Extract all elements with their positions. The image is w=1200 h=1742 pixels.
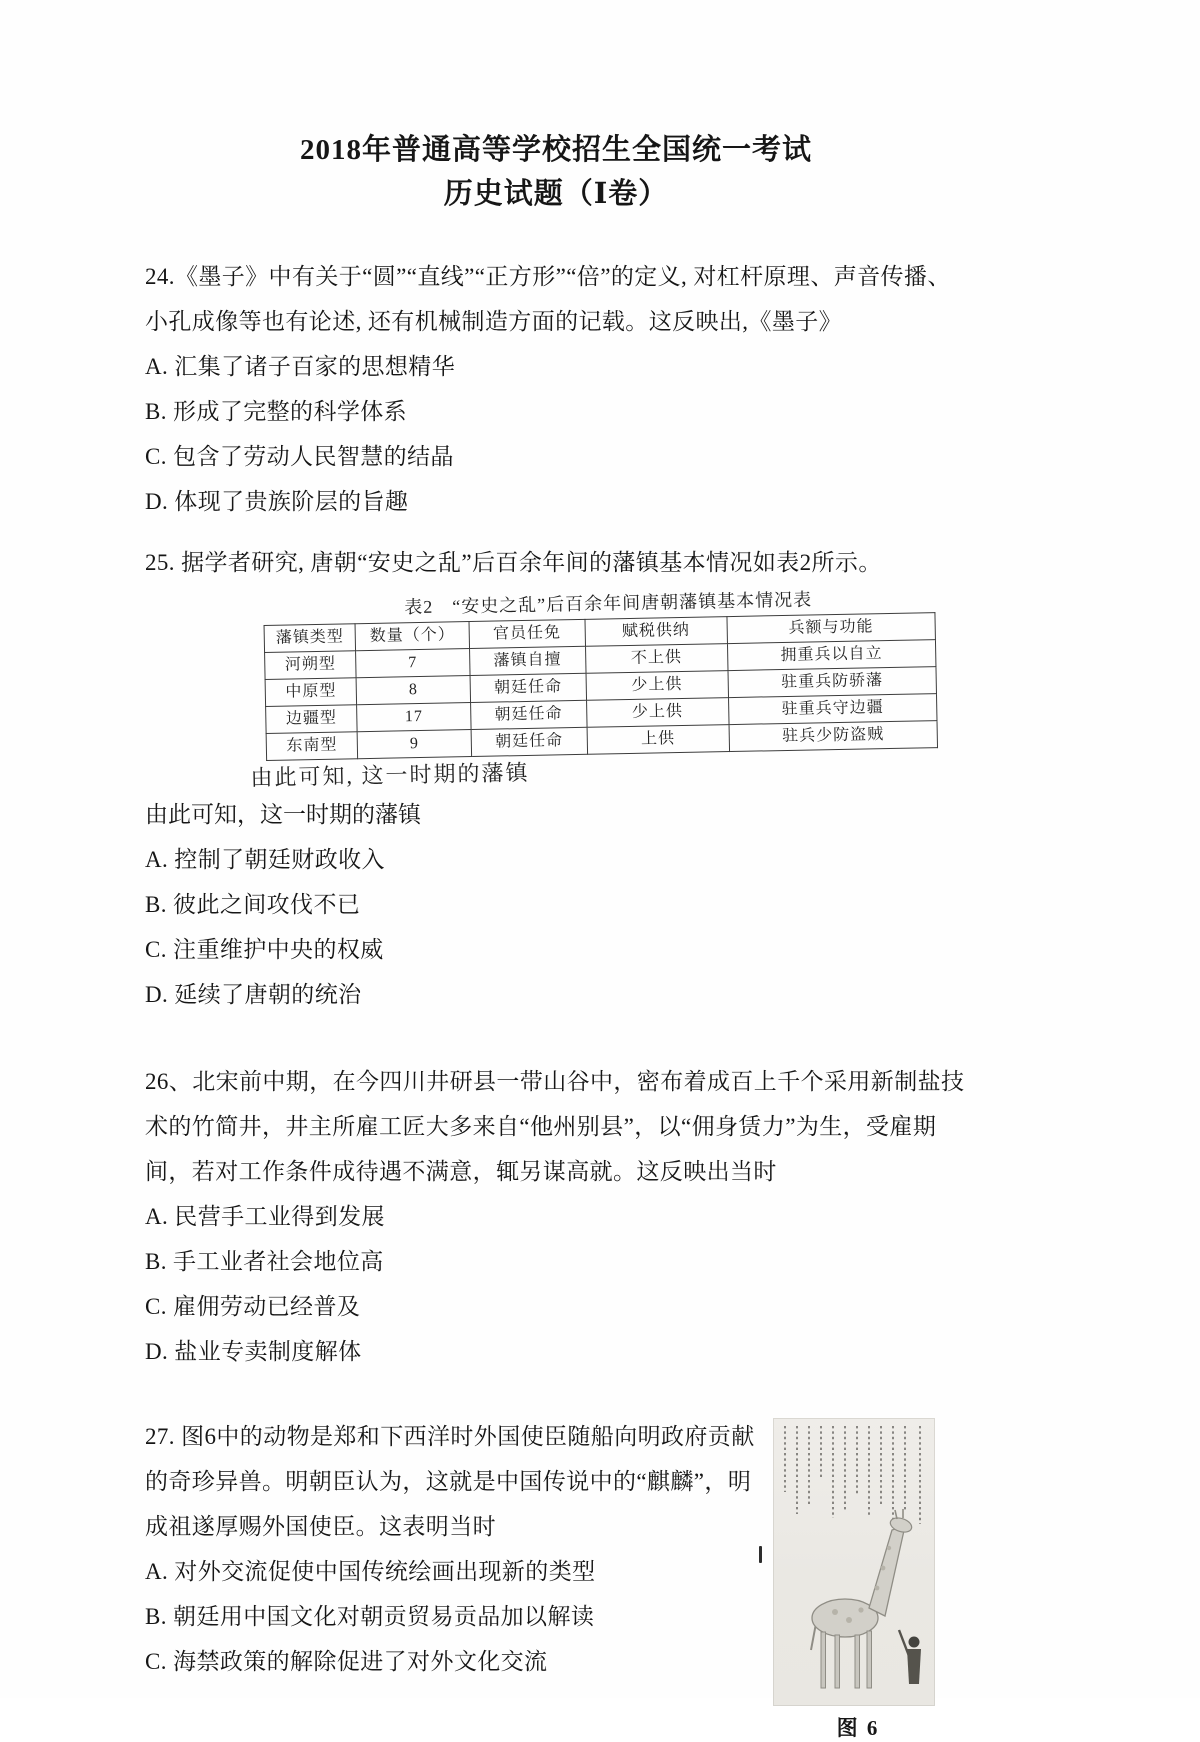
figure-6-caption: 图 6 — [836, 1716, 880, 1740]
table-cell: 8 — [356, 676, 470, 705]
question-27 — [145, 1414, 967, 1742]
question-27-text — [145, 1414, 757, 1742]
qilin-giraffe-painting — [773, 1418, 935, 1706]
table-cell: 中原型 — [265, 678, 357, 707]
question-25-option-d: D. 延续了唐朝的统治 — [145, 982, 362, 1007]
question-26 — [145, 1059, 967, 1374]
table-cell: 驻重兵守边疆 — [728, 694, 937, 725]
question-25 — [145, 540, 967, 1017]
table-cell: 朝廷任命 — [471, 700, 587, 729]
calligraphy-columns — [785, 1426, 920, 1524]
question-24-option-b: B. 形成了完整的科学体系 — [145, 399, 408, 424]
exam-title-line2: 历史试题（Ⅰ卷） — [443, 178, 669, 210]
question-26-option-d: D. 盐业专卖制度解体 — [145, 1339, 362, 1364]
fanzhen-table-scan — [250, 584, 956, 791]
giraffe-painting-illustration — [773, 1418, 935, 1706]
table-header-cell: 赋税供纳 — [585, 617, 728, 647]
question-25-stem: 25. 据学者研究, 唐朝“安史之乱”后百余年间的藩镇基本情况如表2所示。 — [145, 550, 882, 575]
attendant-figure — [899, 1630, 921, 1684]
giraffe-figure — [811, 1509, 913, 1688]
table-header-cell: 数量（个） — [355, 622, 469, 651]
table-cell: 不上供 — [585, 644, 728, 674]
table-cell: 朝廷任命 — [470, 673, 586, 702]
table-cell: 河朔型 — [265, 651, 357, 680]
table-cell: 边疆型 — [266, 705, 358, 734]
table-cell: 驻兵少防盗贼 — [729, 721, 938, 752]
table-cell: 少上供 — [586, 671, 729, 701]
table-cell: 17 — [357, 703, 471, 732]
table-header-cell: 藩镇类型 — [264, 624, 356, 653]
question-25-option-c: C. 注重维护中央的权威 — [145, 937, 384, 962]
table-cell: 藩镇自擅 — [469, 646, 585, 675]
question-24-option-d: D. 体现了贵族阶层的旨趣 — [145, 489, 409, 514]
question-26-option-b: B. 手工业者社会地位高 — [145, 1249, 384, 1274]
exam-title-line1: 2018年普通高等学校招生全国统一考试 — [299, 134, 812, 166]
question-27-option-a: A. 对外交流促使中国传统绘画出现新的类型 — [145, 1559, 596, 1584]
question-24-option-c: C. 包含了劳动人民智慧的结晶 — [145, 444, 454, 469]
question-24-option-a: A. 汇集了诸子百家的思想精华 — [145, 354, 456, 379]
scan-cutoff-text: 由此可知, 这一时期的藩镇 — [250, 759, 530, 791]
table-cell: 上供 — [587, 725, 730, 755]
question-26-option-a: A. 民营手工业得到发展 — [145, 1204, 385, 1229]
table-cell: 拥重兵以自立 — [727, 640, 936, 671]
table-cell: 9 — [357, 730, 471, 759]
question-25-followup: 由此可知，这一时期的藩镇 — [145, 802, 421, 827]
table-cell: 少上供 — [586, 698, 729, 728]
question-26-stem: 26、北宋前中期，在今四川井研县一带山谷中，密布着成百上千个采用新制盐技术的竹简井，井主所雇工匠大多来自“他州别县”，以“佣身赁力”为生，受雇期间，若对工作条件成待遇不满意，辄另谋高就。这反映出当时 — [145, 1069, 965, 1184]
question-27-option-c: C. 海禁政策的解除促进了对外文化交流 — [145, 1649, 548, 1674]
table-cell: 朝廷任命 — [471, 727, 587, 756]
table-cell: 东南型 — [266, 732, 358, 761]
question-24-stem: 24.《墨子》中有关于“圆”“直线”“正方形”“倍”的定义, 对杠杆原理、声音传播、小孔成像等也有论述, 还有机械制造方面的记载。这反映出,《墨子》 — [145, 264, 951, 334]
question-27-option-b: B. 朝廷用中国文化对朝贡贸易贡品加以解读 — [145, 1604, 595, 1629]
exam-header — [145, 128, 967, 216]
question-25-option-b: B. 彼此之间攻伐不已 — [145, 892, 361, 917]
question-27-stem: 27. 图6中的动物是郑和下西洋时外国使臣随船向明政府贡献的奇珍异兽。明朝臣认为，这就是中国传说中的“麒麟”，明成祖遂厚赐外国使臣。这表明当时 — [145, 1424, 755, 1539]
table-cell: 驻重兵防骄藩 — [728, 667, 937, 698]
page-content — [145, 128, 967, 1742]
table-cell: 7 — [356, 649, 470, 678]
fanzhen-table — [264, 612, 938, 761]
question-24 — [145, 254, 967, 524]
question-25-option-a: A. 控制了朝廷财政收入 — [145, 847, 385, 872]
table-header-cell: 官员任免 — [469, 619, 585, 648]
table-header-cell: 兵额与功能 — [727, 613, 936, 644]
table-caption: 表2 “安史之乱”后百余年间唐朝藩镇基本情况表 — [404, 589, 813, 618]
scan-artifact-mark — [759, 1546, 762, 1563]
figure-6 — [773, 1414, 943, 1742]
question-26-option-c: C. 雇佣劳动已经普及 — [145, 1294, 361, 1319]
